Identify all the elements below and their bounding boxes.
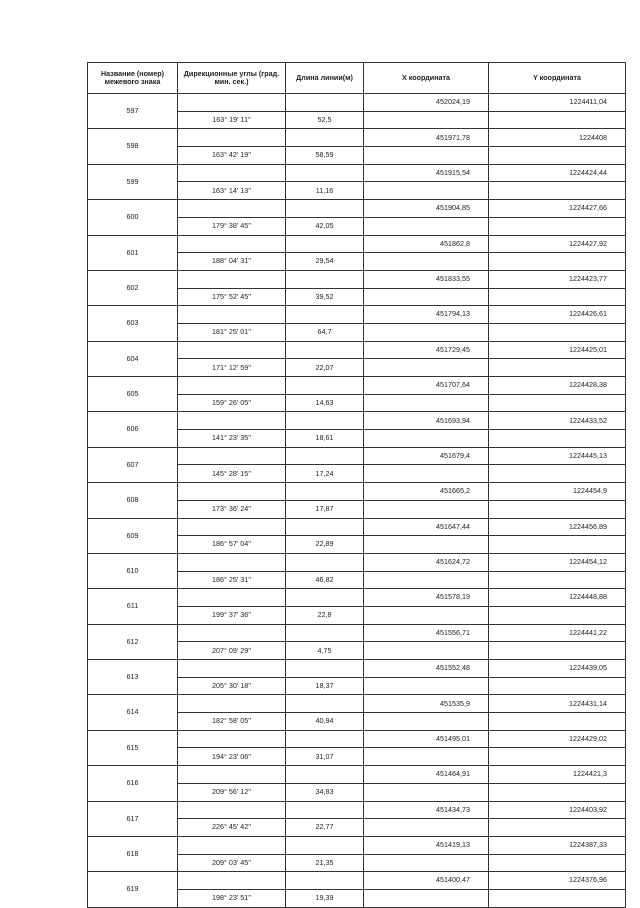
- table-header-row: [88, 63, 626, 94]
- y-coordinate: 1224403,92: [489, 801, 626, 819]
- empty-length-cell: [286, 730, 364, 748]
- empty-y-cell: [489, 606, 626, 624]
- empty-angle-cell: [178, 589, 286, 607]
- header-x: X координата: [364, 63, 489, 94]
- directional-angle: 171° 12' 59'': [178, 359, 286, 377]
- point-name: 601: [88, 235, 178, 270]
- x-coordinate: 451665,2: [364, 483, 489, 501]
- empty-length-cell: [286, 801, 364, 819]
- point-name: 609: [88, 518, 178, 553]
- x-coordinate: 451535,9: [364, 695, 489, 713]
- line-length: 34,83: [286, 783, 364, 801]
- boundary-coordinates-sheet: [87, 62, 625, 903]
- empty-length-cell: [286, 483, 364, 501]
- empty-y-cell: [489, 783, 626, 801]
- line-length: 64,7: [286, 323, 364, 341]
- empty-y-cell: [489, 288, 626, 306]
- x-coordinate: 451679,4: [364, 447, 489, 465]
- point-row: [88, 872, 626, 890]
- empty-x-cell: [364, 359, 489, 377]
- empty-length-cell: [286, 872, 364, 890]
- directional-angle: 226° 45' 42'': [178, 819, 286, 837]
- directional-angle: 186° 57' 04'': [178, 536, 286, 554]
- line-length: 52,5: [286, 111, 364, 129]
- empty-x-cell: [364, 430, 489, 448]
- line-length: 22,8: [286, 606, 364, 624]
- y-coordinate: 1224445,13: [489, 447, 626, 465]
- empty-length-cell: [286, 518, 364, 536]
- x-coordinate: 451556,71: [364, 624, 489, 642]
- point-row: [88, 766, 626, 784]
- y-coordinate: 1224424,44: [489, 164, 626, 182]
- point-row: [88, 483, 626, 501]
- empty-angle-cell: [178, 200, 286, 218]
- point-name: 614: [88, 695, 178, 730]
- point-row: [88, 306, 626, 324]
- empty-length-cell: [286, 94, 364, 112]
- line-length: 42,05: [286, 217, 364, 235]
- empty-y-cell: [489, 323, 626, 341]
- directional-angle: 163° 19' 11'': [178, 111, 286, 129]
- y-coordinate: 1224428,38: [489, 377, 626, 395]
- empty-y-cell: [489, 536, 626, 554]
- directional-angle: 209° 03' 45'': [178, 854, 286, 872]
- point-row: [88, 660, 626, 678]
- y-coordinate: 1224387,33: [489, 836, 626, 854]
- empty-length-cell: [286, 447, 364, 465]
- directional-angle: 186° 25' 31'': [178, 571, 286, 589]
- line-length: 46,82: [286, 571, 364, 589]
- x-coordinate: 451578,19: [364, 589, 489, 607]
- empty-y-cell: [489, 430, 626, 448]
- point-row: [88, 200, 626, 218]
- line-length: 19,39: [286, 889, 364, 907]
- empty-x-cell: [364, 854, 489, 872]
- directional-angle: 194° 23' 06'': [178, 748, 286, 766]
- point-name: 599: [88, 164, 178, 199]
- line-length: 22,77: [286, 819, 364, 837]
- empty-x-cell: [364, 182, 489, 200]
- empty-y-cell: [489, 854, 626, 872]
- empty-y-cell: [489, 677, 626, 695]
- empty-x-cell: [364, 500, 489, 518]
- point-name: 602: [88, 270, 178, 305]
- directional-angle: 163° 14' 13'': [178, 182, 286, 200]
- x-coordinate: 451833,55: [364, 270, 489, 288]
- empty-length-cell: [286, 341, 364, 359]
- empty-angle-cell: [178, 801, 286, 819]
- point-name: 615: [88, 730, 178, 765]
- header-angle: Дирекционные углы (град. мин. сек.): [178, 63, 286, 94]
- empty-y-cell: [489, 111, 626, 129]
- directional-angle: 159° 26' 05'': [178, 394, 286, 412]
- directional-angle: 182° 58' 05'': [178, 713, 286, 731]
- directional-angle: 141° 23' 35'': [178, 430, 286, 448]
- y-coordinate: 1224425,01: [489, 341, 626, 359]
- empty-y-cell: [489, 394, 626, 412]
- empty-x-cell: [364, 111, 489, 129]
- line-length: 31,07: [286, 748, 364, 766]
- y-coordinate: 1224439,05: [489, 660, 626, 678]
- x-coordinate: 451647,44: [364, 518, 489, 536]
- x-coordinate: 451495,01: [364, 730, 489, 748]
- empty-length-cell: [286, 164, 364, 182]
- point-row: [88, 836, 626, 854]
- x-coordinate: 451624,72: [364, 553, 489, 571]
- empty-length-cell: [286, 695, 364, 713]
- line-length: 39,52: [286, 288, 364, 306]
- point-row: [88, 377, 626, 395]
- directional-angle: 199° 37' 36'': [178, 606, 286, 624]
- point-row: [88, 447, 626, 465]
- empty-angle-cell: [178, 164, 286, 182]
- empty-x-cell: [364, 748, 489, 766]
- point-row: [88, 94, 626, 112]
- point-row: [88, 589, 626, 607]
- x-coordinate: 451904,85: [364, 200, 489, 218]
- empty-x-cell: [364, 677, 489, 695]
- y-coordinate: 1224408: [489, 129, 626, 147]
- empty-length-cell: [286, 660, 364, 678]
- point-row: [88, 624, 626, 642]
- y-coordinate: 1224433,52: [489, 412, 626, 430]
- x-coordinate: 451794,13: [364, 306, 489, 324]
- x-coordinate: 451400,47: [364, 872, 489, 890]
- point-name: 597: [88, 94, 178, 129]
- empty-angle-cell: [178, 235, 286, 253]
- empty-x-cell: [364, 713, 489, 731]
- point-name: 617: [88, 801, 178, 836]
- empty-angle-cell: [178, 270, 286, 288]
- y-coordinate: 1224454,12: [489, 553, 626, 571]
- point-row: [88, 412, 626, 430]
- point-row: [88, 801, 626, 819]
- empty-angle-cell: [178, 553, 286, 571]
- empty-x-cell: [364, 147, 489, 165]
- empty-y-cell: [489, 819, 626, 837]
- x-coordinate: 452024,19: [364, 94, 489, 112]
- empty-y-cell: [489, 713, 626, 731]
- empty-x-cell: [364, 465, 489, 483]
- empty-angle-cell: [178, 377, 286, 395]
- empty-x-cell: [364, 571, 489, 589]
- empty-angle-cell: [178, 483, 286, 501]
- empty-angle-cell: [178, 447, 286, 465]
- point-name: 610: [88, 553, 178, 588]
- empty-x-cell: [364, 394, 489, 412]
- empty-angle-cell: [178, 341, 286, 359]
- empty-y-cell: [489, 217, 626, 235]
- point-row: [88, 518, 626, 536]
- y-coordinate: 1224431,14: [489, 695, 626, 713]
- x-coordinate: 451729,45: [364, 341, 489, 359]
- y-coordinate: 1224429,02: [489, 730, 626, 748]
- coordinates-table: [87, 62, 626, 908]
- empty-y-cell: [489, 642, 626, 660]
- empty-x-cell: [364, 606, 489, 624]
- directional-angle: 163° 42' 19'': [178, 147, 286, 165]
- line-length: 4,75: [286, 642, 364, 660]
- empty-y-cell: [489, 500, 626, 518]
- empty-angle-cell: [178, 306, 286, 324]
- line-length: 21,35: [286, 854, 364, 872]
- point-row: [88, 235, 626, 253]
- point-row: [88, 164, 626, 182]
- point-name: 607: [88, 447, 178, 482]
- y-coordinate: 1224427,66: [489, 200, 626, 218]
- x-coordinate: 451915,54: [364, 164, 489, 182]
- empty-length-cell: [286, 306, 364, 324]
- x-coordinate: 451862,8: [364, 235, 489, 253]
- directional-angle: 207° 09' 29'': [178, 642, 286, 660]
- y-coordinate: 1224441,22: [489, 624, 626, 642]
- empty-x-cell: [364, 889, 489, 907]
- empty-y-cell: [489, 571, 626, 589]
- y-coordinate: 1224411,04: [489, 94, 626, 112]
- empty-angle-cell: [178, 766, 286, 784]
- line-length: 17,87: [286, 500, 364, 518]
- empty-angle-cell: [178, 518, 286, 536]
- point-name: 598: [88, 129, 178, 164]
- point-row: [88, 695, 626, 713]
- empty-x-cell: [364, 217, 489, 235]
- directional-angle: 175° 52' 45'': [178, 288, 286, 306]
- empty-length-cell: [286, 624, 364, 642]
- point-name: 612: [88, 624, 178, 659]
- empty-angle-cell: [178, 695, 286, 713]
- empty-y-cell: [489, 253, 626, 271]
- point-name: 608: [88, 483, 178, 518]
- directional-angle: 209° 56' 12'': [178, 783, 286, 801]
- empty-length-cell: [286, 200, 364, 218]
- empty-length-cell: [286, 270, 364, 288]
- point-name: 618: [88, 836, 178, 871]
- directional-angle: 179° 38' 45'': [178, 217, 286, 235]
- empty-x-cell: [364, 323, 489, 341]
- header-name: Название (номер) межевого знака: [88, 63, 178, 94]
- empty-y-cell: [489, 359, 626, 377]
- point-row: [88, 270, 626, 288]
- x-coordinate: 451707,64: [364, 377, 489, 395]
- header-length: Длина линии(м): [286, 63, 364, 94]
- line-length: 29,54: [286, 253, 364, 271]
- point-name: 616: [88, 766, 178, 801]
- y-coordinate: 1224454,9: [489, 483, 626, 501]
- line-length: 18,61: [286, 430, 364, 448]
- point-name: 606: [88, 412, 178, 447]
- x-coordinate: 451434,73: [364, 801, 489, 819]
- empty-angle-cell: [178, 94, 286, 112]
- empty-angle-cell: [178, 872, 286, 890]
- empty-x-cell: [364, 536, 489, 554]
- empty-angle-cell: [178, 660, 286, 678]
- empty-y-cell: [489, 889, 626, 907]
- y-coordinate: 1224421,3: [489, 766, 626, 784]
- empty-angle-cell: [178, 624, 286, 642]
- empty-angle-cell: [178, 836, 286, 854]
- line-length: 40,94: [286, 713, 364, 731]
- empty-x-cell: [364, 819, 489, 837]
- empty-length-cell: [286, 766, 364, 784]
- empty-y-cell: [489, 465, 626, 483]
- empty-length-cell: [286, 836, 364, 854]
- directional-angle: 188° 04' 31'': [178, 253, 286, 271]
- directional-angle: 173° 36' 24'': [178, 500, 286, 518]
- x-coordinate: 451971,78: [364, 129, 489, 147]
- point-row: [88, 341, 626, 359]
- y-coordinate: 1224427,92: [489, 235, 626, 253]
- empty-length-cell: [286, 129, 364, 147]
- y-coordinate: 1224376,96: [489, 872, 626, 890]
- point-name: 604: [88, 341, 178, 376]
- point-row: [88, 553, 626, 571]
- directional-angle: 205° 30' 18'': [178, 677, 286, 695]
- y-coordinate: 1224423,77: [489, 270, 626, 288]
- empty-length-cell: [286, 589, 364, 607]
- empty-length-cell: [286, 235, 364, 253]
- point-name: 605: [88, 377, 178, 412]
- empty-y-cell: [489, 182, 626, 200]
- y-coordinate: 1224456,89: [489, 518, 626, 536]
- empty-length-cell: [286, 377, 364, 395]
- point-name: 613: [88, 660, 178, 695]
- empty-angle-cell: [178, 129, 286, 147]
- empty-x-cell: [364, 253, 489, 271]
- empty-x-cell: [364, 783, 489, 801]
- line-length: 22,89: [286, 536, 364, 554]
- line-length: 14,63: [286, 394, 364, 412]
- directional-angle: 145° 28' 15'': [178, 465, 286, 483]
- point-name: 600: [88, 200, 178, 235]
- x-coordinate: 451419,13: [364, 836, 489, 854]
- empty-x-cell: [364, 288, 489, 306]
- empty-x-cell: [364, 642, 489, 660]
- y-coordinate: 1224448,88: [489, 589, 626, 607]
- line-length: 11,16: [286, 182, 364, 200]
- x-coordinate: 451464,91: [364, 766, 489, 784]
- empty-angle-cell: [178, 412, 286, 430]
- header-y: Y координата: [489, 63, 626, 94]
- point-row: [88, 730, 626, 748]
- line-length: 18,37: [286, 677, 364, 695]
- empty-y-cell: [489, 748, 626, 766]
- empty-length-cell: [286, 412, 364, 430]
- line-length: 17,24: [286, 465, 364, 483]
- point-name: 619: [88, 872, 178, 907]
- point-name: 603: [88, 306, 178, 341]
- empty-y-cell: [489, 147, 626, 165]
- line-length: 22,07: [286, 359, 364, 377]
- point-row: [88, 129, 626, 147]
- directional-angle: 181° 25' 01'': [178, 323, 286, 341]
- y-coordinate: 1224426,61: [489, 306, 626, 324]
- x-coordinate: 451552,48: [364, 660, 489, 678]
- empty-length-cell: [286, 553, 364, 571]
- directional-angle: 198° 23' 51'': [178, 889, 286, 907]
- line-length: 58,59: [286, 147, 364, 165]
- point-name: 611: [88, 589, 178, 624]
- x-coordinate: 451693,94: [364, 412, 489, 430]
- empty-angle-cell: [178, 730, 286, 748]
